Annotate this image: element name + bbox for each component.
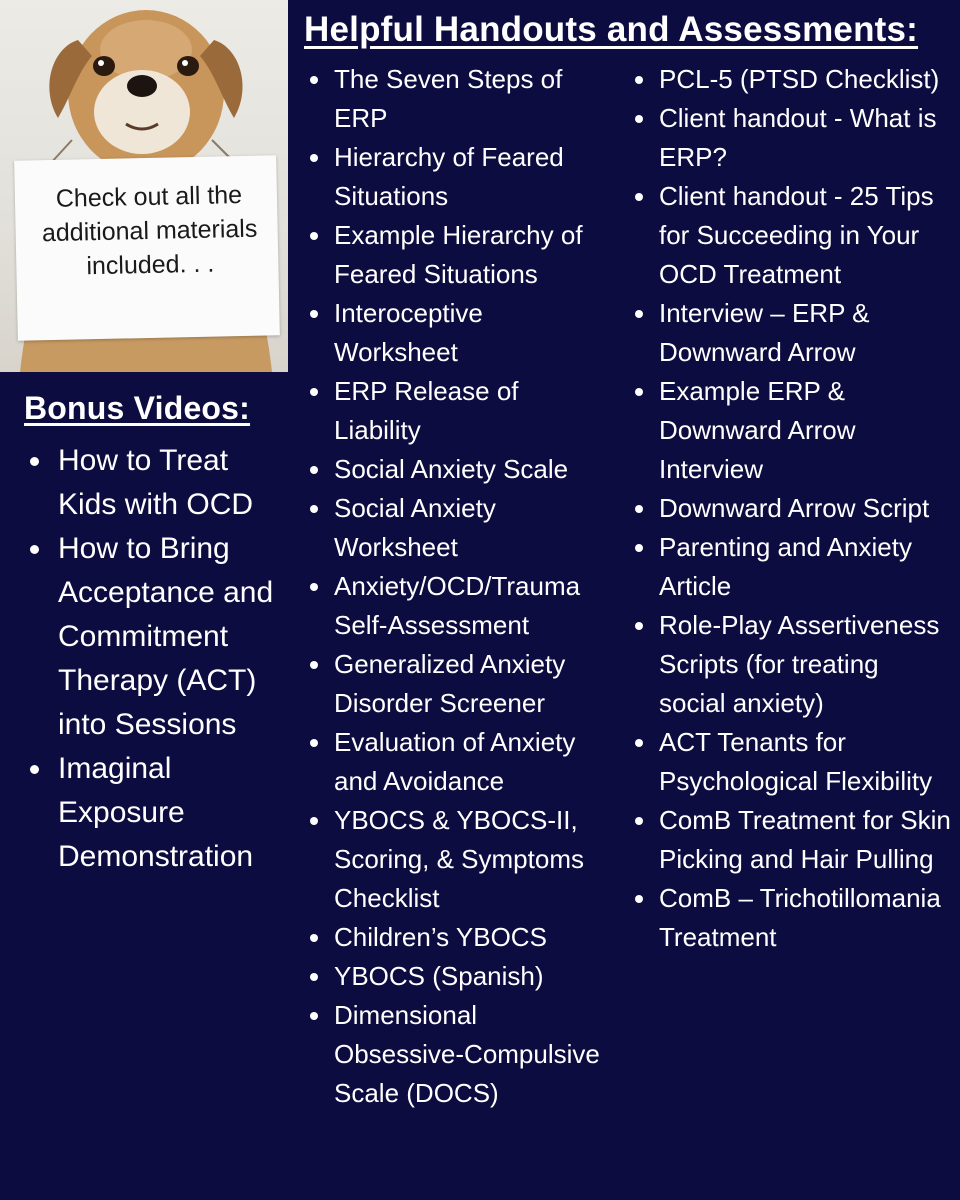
handout-item: ERP Release of Liability xyxy=(306,372,606,450)
bonus-videos-section xyxy=(24,390,290,879)
handout-item: YBOCS & YBOCS-II, Scoring, & Symptoms Checklist xyxy=(306,801,606,918)
bonus-videos-list xyxy=(24,439,290,879)
handout-item: Social Anxiety Worksheet xyxy=(306,489,606,567)
handout-item: PCL-5 (PTSD Checklist) xyxy=(631,60,951,99)
bullet-icon xyxy=(310,310,318,318)
handout-item: ComB – Trichotillomania Treatment xyxy=(631,879,951,957)
dog-photo xyxy=(0,0,288,372)
bullet-icon xyxy=(635,76,643,84)
handout-item: Example Hierarchy of Feared Situations xyxy=(306,216,606,294)
sign-card xyxy=(14,155,280,340)
bullet-icon xyxy=(635,310,643,318)
bullet-icon xyxy=(635,739,643,747)
bullet-icon xyxy=(310,388,318,396)
handout-item: Hierarchy of Feared Situations xyxy=(306,138,606,216)
handout-item: YBOCS (Spanish) xyxy=(306,957,606,996)
bullet-icon xyxy=(310,154,318,162)
handout-item: Interoceptive Worksheet xyxy=(306,294,606,372)
bullet-icon xyxy=(635,115,643,123)
bullet-icon xyxy=(635,544,643,552)
bullet-icon xyxy=(635,622,643,630)
handout-item: Interview – ERP & Downward Arrow xyxy=(631,294,951,372)
bullet-icon xyxy=(310,466,318,474)
handout-item: Parenting and Anxiety Article xyxy=(631,528,951,606)
bullet-icon xyxy=(635,388,643,396)
bullet-icon xyxy=(635,895,643,903)
handout-item: ACT Tenants for Psychological Flexibility xyxy=(631,723,951,801)
bullet-icon xyxy=(310,583,318,591)
bullet-icon xyxy=(635,505,643,513)
bonus-video-item: Imaginal Exposure Demonstration xyxy=(24,747,290,879)
handout-item: Role-Play Assertiveness Scripts (for treating social anxiety) xyxy=(631,606,951,723)
handout-item: Anxiety/OCD/Trauma Self-Assessment xyxy=(306,567,606,645)
handout-item: Social Anxiety Scale xyxy=(306,450,606,489)
bullet-icon xyxy=(635,193,643,201)
bullet-icon xyxy=(310,1012,318,1020)
bullet-icon xyxy=(310,76,318,84)
bullet-icon xyxy=(310,934,318,942)
bullet-icon xyxy=(310,973,318,981)
handout-item: ComB Treatment for Skin Picking and Hair Pulling xyxy=(631,801,951,879)
bullet-icon xyxy=(310,739,318,747)
handout-item: Downward Arrow Script xyxy=(631,489,951,528)
bullet-icon xyxy=(310,817,318,825)
handout-item: Example ERP & Downward Arrow Interview xyxy=(631,372,951,489)
bonus-video-item: How to Bring Acceptance and Commitment Therapy (ACT) into Sessions xyxy=(24,527,290,747)
handout-item: Client handout - What is ERP? xyxy=(631,99,951,177)
bullet-icon xyxy=(635,817,643,825)
handout-item: Evaluation of Anxiety and Avoidance xyxy=(306,723,606,801)
bullet-icon xyxy=(310,661,318,669)
handouts-title: Helpful Handouts and Assessments: xyxy=(304,10,919,49)
handout-item: Generalized Anxiety Disorder Screener xyxy=(306,645,606,723)
bullet-icon xyxy=(310,505,318,513)
sign-text: Check out all the additional materials included. . . xyxy=(41,181,258,281)
bullet-icon xyxy=(30,545,39,554)
bullet-icon xyxy=(310,232,318,240)
handout-item: The Seven Steps of ERP xyxy=(306,60,606,138)
bonus-video-item: How to Treat Kids with OCD xyxy=(24,439,290,527)
bonus-videos-title: Bonus Videos: xyxy=(24,390,251,426)
bullet-icon xyxy=(30,765,39,774)
bullet-icon xyxy=(30,457,39,466)
handout-item: Dimensional Obsessive-Compulsive Scale (DOCS) xyxy=(306,996,606,1113)
handouts-list-right xyxy=(631,60,951,957)
handouts-list-left xyxy=(306,60,606,1113)
handout-item: Children’s YBOCS xyxy=(306,918,606,957)
handout-item: Client handout - 25 Tips for Succeeding in Your OCD Treatment xyxy=(631,177,951,294)
